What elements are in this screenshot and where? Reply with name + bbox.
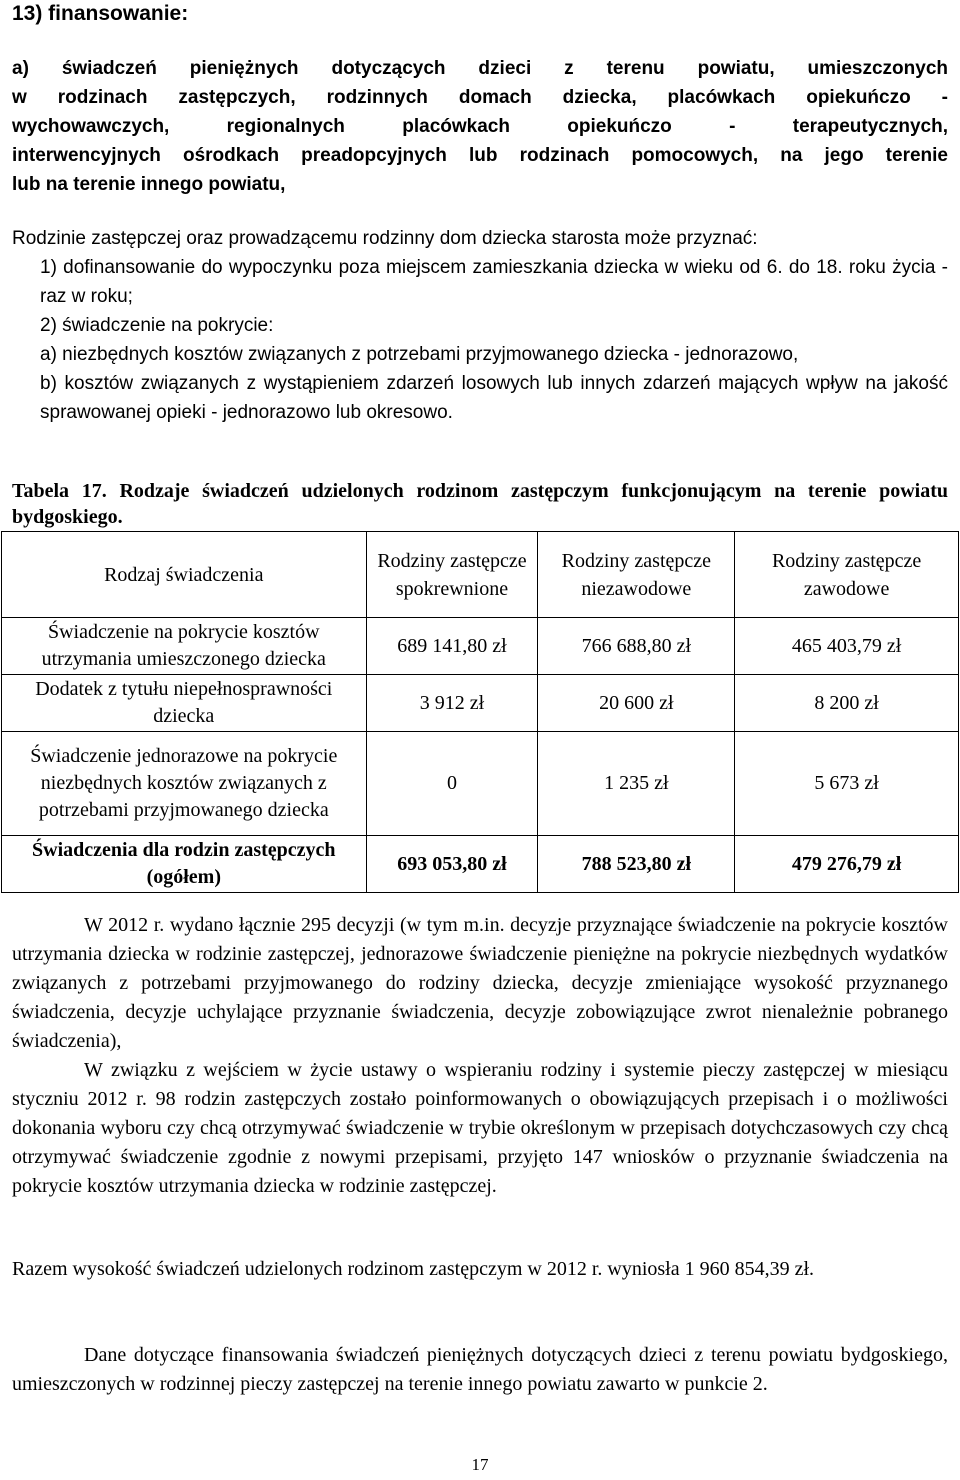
table-cell: 8 200 zł	[735, 675, 959, 732]
table-cell: Świadczenie jednorazowe na pokrycie niezbędnych kosztów związanych z potrzebami przyjmowanego dziecka	[2, 732, 367, 836]
paragraph-total: Razem wysokość świadczeń udzielonych rodzinom zastępczym w 2012 r. wyniosła 1 960 854,39 zł.	[12, 1258, 815, 1280]
paragraph-decisions: W 2012 r. wydano łącznie 295 decyzji (w tym m.in. decyzje przyznające świadczenie na pokrycie kosztów utrzymania dziecka w rodzinie zastępczej, jednorazowe świadczenie pieniężne na pokrycie niezbędnych wydatków związanych z potrzebami przyjmowanego do rodziny dziecka, decyzje zmieniające wysokość przyznanego świadczenia, decyzje uchylające przyznanie świadczenia, decyzje zobowiązujące zwrot nienależnie pobranego świadczenia),	[12, 914, 948, 1052]
paragraph-new-law: W związku z wejściem w życie ustawy o wspieraniu rodziny i systemie pieczy zastępczej w miesiącu styczniu 2012 r. 98 rodzin zastępczych zostało poinformowanych o obowiązujących przepisach i o możliwości dokonania wyboru czy chcą otrzymywać świadczenie w trybie określonym w przepisach dotychczasowych czy chcą otrzymywać świadczenie zgodnie z nowymi przepisami, przyjęto 147 wniosków o przyznanie świadczenia na pokrycie kosztów utrzymania dziecka w rodzinie zastępczej.	[12, 1059, 948, 1197]
paragraph-a-line: a) świadczeń pieniężnych dotyczących dzieci z terenu powiatu, umieszczonych	[12, 58, 948, 79]
table-cell: 689 141,80 zł	[366, 618, 538, 675]
section-heading: 13) finansowanie:	[12, 2, 189, 25]
column-header-benefit-type: Rodzaj świadczenia	[2, 532, 367, 618]
table-row	[2, 675, 959, 732]
paragraph-a-financial-benefits	[12, 54, 948, 199]
table-cell: Świadczenia dla rodzin zastępczych (ogółem)	[2, 836, 367, 893]
table-cell: 3 912 zł	[366, 675, 538, 732]
column-header-professional-families: Rodziny zastępcze zawodowe	[735, 532, 959, 618]
table-cell: Świadczenie na pokrycie kosztów utrzymania umieszczonego dziecka	[2, 618, 367, 675]
table-cell: 1 235 zł	[538, 732, 735, 836]
table-cell: 788 523,80 zł	[538, 836, 735, 893]
table-cell: 5 673 zł	[735, 732, 959, 836]
intro-sentence: Rodzinie zastępczej oraz prowadzącemu rodzinny dom dziecka starosta może przyznać:	[12, 228, 758, 249]
paragraph-a-line: w rodzinach zastępczych, rodzinnych domach dziecka, placówkach opiekuńczo -	[12, 87, 948, 108]
paragraph-a-line: lub na terenie innego powiatu,	[12, 174, 286, 195]
paragraph-data-reference: Dane dotyczące finansowania świadczeń pieniężnych dotyczących dzieci z terenu powiatu bydgoskiego, umieszczonych w rodzinnej pieczy zastępczej na terenie innego powiatu zawarto w punkcie 2.	[12, 1344, 948, 1395]
paragraph-a-line: wychowawczych, regionalnych placówkach opiekuńczo - terapeutycznych,	[12, 116, 948, 137]
table-cell: 0	[366, 732, 538, 836]
benefits-table	[1, 531, 959, 893]
list-subitem-necessary-costs: a) niezbędnych kosztów związanych z potrzebami przyjmowanego dziecka - jednorazowo,	[40, 344, 799, 365]
list-item-holiday-funding: 1) dofinansowanie do wypoczynku poza miejscem zamieszkania dziecka w wieku od 6. do 18. roku życia - raz w roku;	[40, 257, 948, 307]
table-cell: 766 688,80 zł	[538, 618, 735, 675]
table-caption: Tabela 17. Rodzaje świadczeń udzielonych rodzinom zastępczym funkcjonującym na terenie powiatu bydgoskiego.	[12, 480, 948, 528]
table-cell: 479 276,79 zł	[735, 836, 959, 893]
benefits-list	[40, 253, 948, 427]
list-subitem-random-events: b) kosztów związanych z wystąpieniem zdarzeń losowych lub innych zdarzeń mających wpływ na jakość sprawowanej opieki - jednorazowo lub okresowo.	[40, 373, 948, 423]
column-header-related-families: Rodziny zastępcze spokrewnione	[366, 532, 538, 618]
table-row	[2, 618, 959, 675]
table-cell: 693 053,80 zł	[366, 836, 538, 893]
table-cell: 20 600 zł	[538, 675, 735, 732]
list-item-cost-coverage: 2) świadczenie na pokrycie:	[40, 315, 274, 336]
paragraph-a-line: interwencyjnych ośrodkach preadopcyjnych lub rodzinach pomocowych, na jego terenie	[12, 145, 948, 166]
page-number: 17	[471, 1455, 489, 1474]
table-cell: 465 403,79 zł	[735, 618, 959, 675]
table-total-row	[2, 836, 959, 893]
table-row	[2, 732, 959, 836]
table-cell: Dodatek z tytułu niepełnosprawności dziecka	[2, 675, 367, 732]
table-header-row	[2, 532, 959, 618]
column-header-non-professional-families: Rodziny zastępcze niezawodowe	[538, 532, 735, 618]
